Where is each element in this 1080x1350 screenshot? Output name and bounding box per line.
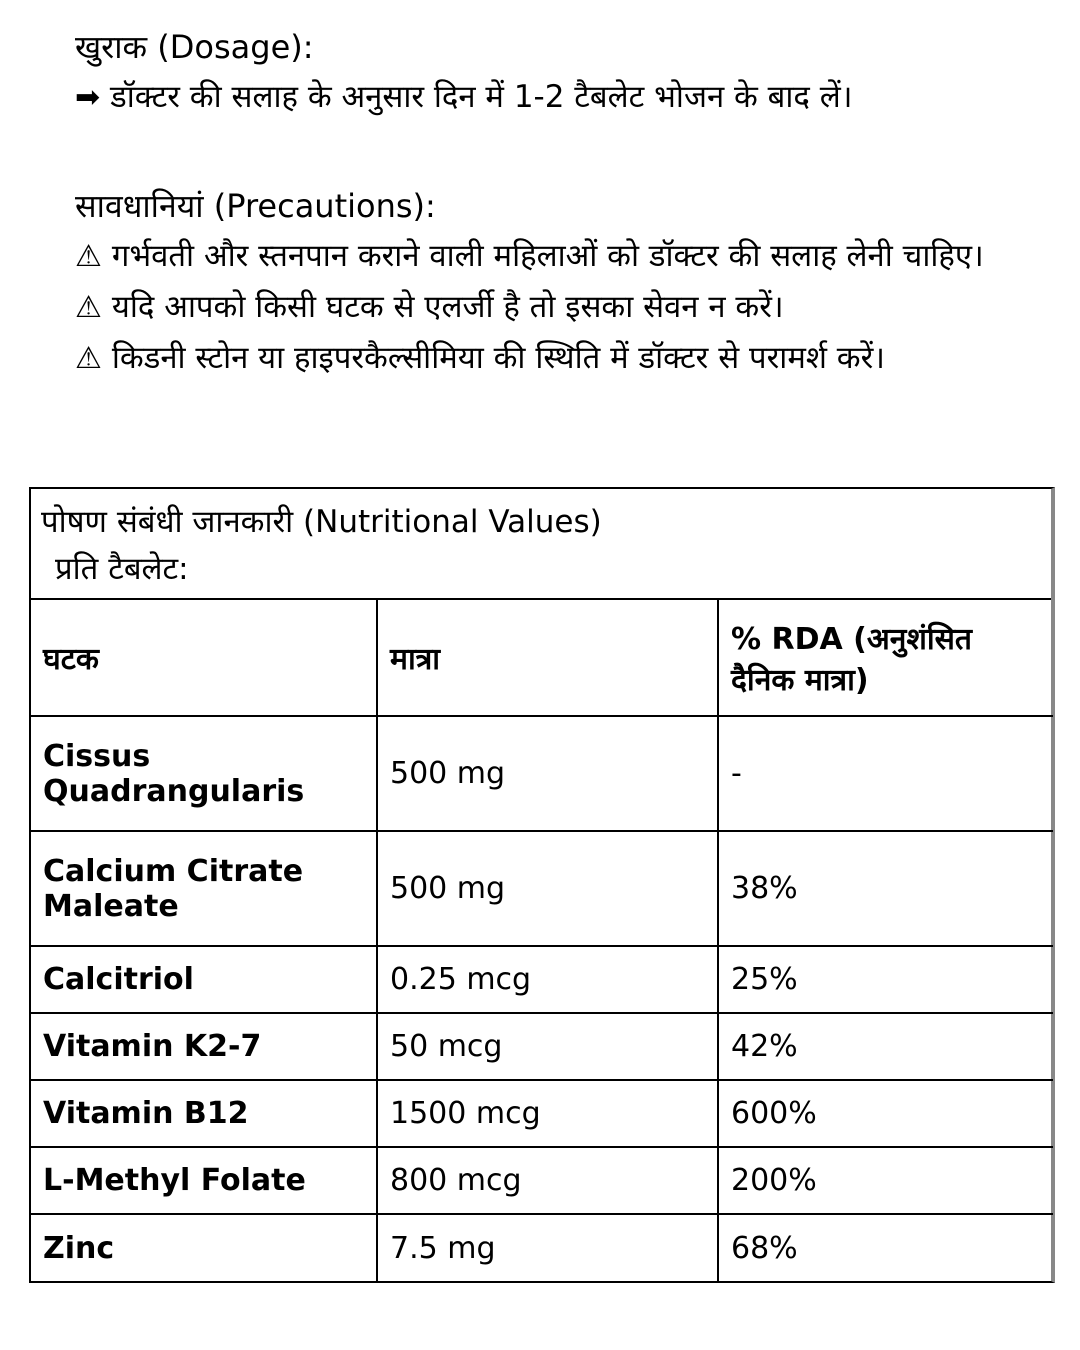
cell-rda: 42% — [718, 1013, 1053, 1080]
cell-amount: 800 mcg — [377, 1147, 718, 1214]
warning-icon: ⚠ — [75, 341, 102, 376]
dosage-instruction: डॉक्टर की सलाह के अनुसार दिन में 1-2 टैबलेट भोजन के बाद लें। — [110, 79, 853, 115]
col-header-rda: % RDA (अनुशंसित दैनिक मात्रा) — [718, 600, 1053, 716]
table-row — [31, 1013, 1053, 1080]
nutrition-header-row — [31, 600, 1053, 716]
precaution-item: ⚠ यदि आपको किसी घटक से एलर्जी है तो इसका सेवन न करें। — [75, 282, 1025, 333]
cell-component: Zinc — [31, 1214, 377, 1281]
precautions-list — [75, 231, 1025, 384]
table-row — [31, 946, 1053, 1013]
nutrition-subtitle: प्रति टैबलेट: — [55, 551, 189, 587]
table-row — [31, 1214, 1053, 1281]
col-header-amount: मात्रा — [377, 600, 718, 716]
precaution-item: ⚠ गर्भवती और स्तनपान कराने वाली महिलाओं को डॉक्टर की सलाह लेनी चाहिए। — [75, 231, 1025, 282]
cell-amount: 500 mg — [377, 831, 718, 946]
cell-rda: 600% — [718, 1080, 1053, 1147]
cell-component: Vitamin B12 — [31, 1080, 377, 1147]
nutrition-table — [31, 600, 1053, 1281]
warning-icon: ⚠ — [75, 290, 102, 325]
arrow-right-icon: ➡ — [75, 80, 101, 115]
precautions-heading: सावधानियां (Precautions): — [75, 187, 436, 225]
table-row — [31, 831, 1053, 946]
cell-amount: 7.5 mg — [377, 1214, 718, 1281]
dosage-heading: खुराक (Dosage): — [75, 28, 314, 66]
cell-rda: 25% — [718, 946, 1053, 1013]
cell-rda: - — [718, 716, 1053, 831]
info-text-block — [75, 22, 1025, 384]
cell-rda: 38% — [718, 831, 1053, 946]
col-header-component: घटक — [31, 600, 377, 716]
dosage-line — [75, 72, 1025, 123]
table-row — [31, 716, 1053, 831]
nutrition-title-box — [31, 489, 1051, 600]
cell-component: Calcium Citrate Maleate — [31, 831, 377, 946]
table-row — [31, 1080, 1053, 1147]
precaution-item: ⚠ किडनी स्टोन या हाइपरकैल्सीमिया की स्थिति में डॉक्टर से परामर्श करें। — [75, 333, 1025, 384]
warning-icon: ⚠ — [75, 239, 102, 274]
cell-amount: 1500 mcg — [377, 1080, 718, 1147]
cell-component: Vitamin K2-7 — [31, 1013, 377, 1080]
cell-component: L-Methyl Folate — [31, 1147, 377, 1214]
cell-component: Calcitriol — [31, 946, 377, 1013]
cell-rda: 200% — [718, 1147, 1053, 1214]
cell-rda: 68% — [718, 1214, 1053, 1281]
cell-amount: 500 mg — [377, 716, 718, 831]
cell-component: Cissus Quadrangularis — [31, 716, 377, 831]
nutrition-box — [29, 487, 1055, 1283]
table-row — [31, 1147, 1053, 1214]
cell-amount: 50 mcg — [377, 1013, 718, 1080]
nutrition-title: पोषण संबंधी जानकारी (Nutritional Values) — [41, 504, 602, 540]
cell-amount: 0.25 mcg — [377, 946, 718, 1013]
